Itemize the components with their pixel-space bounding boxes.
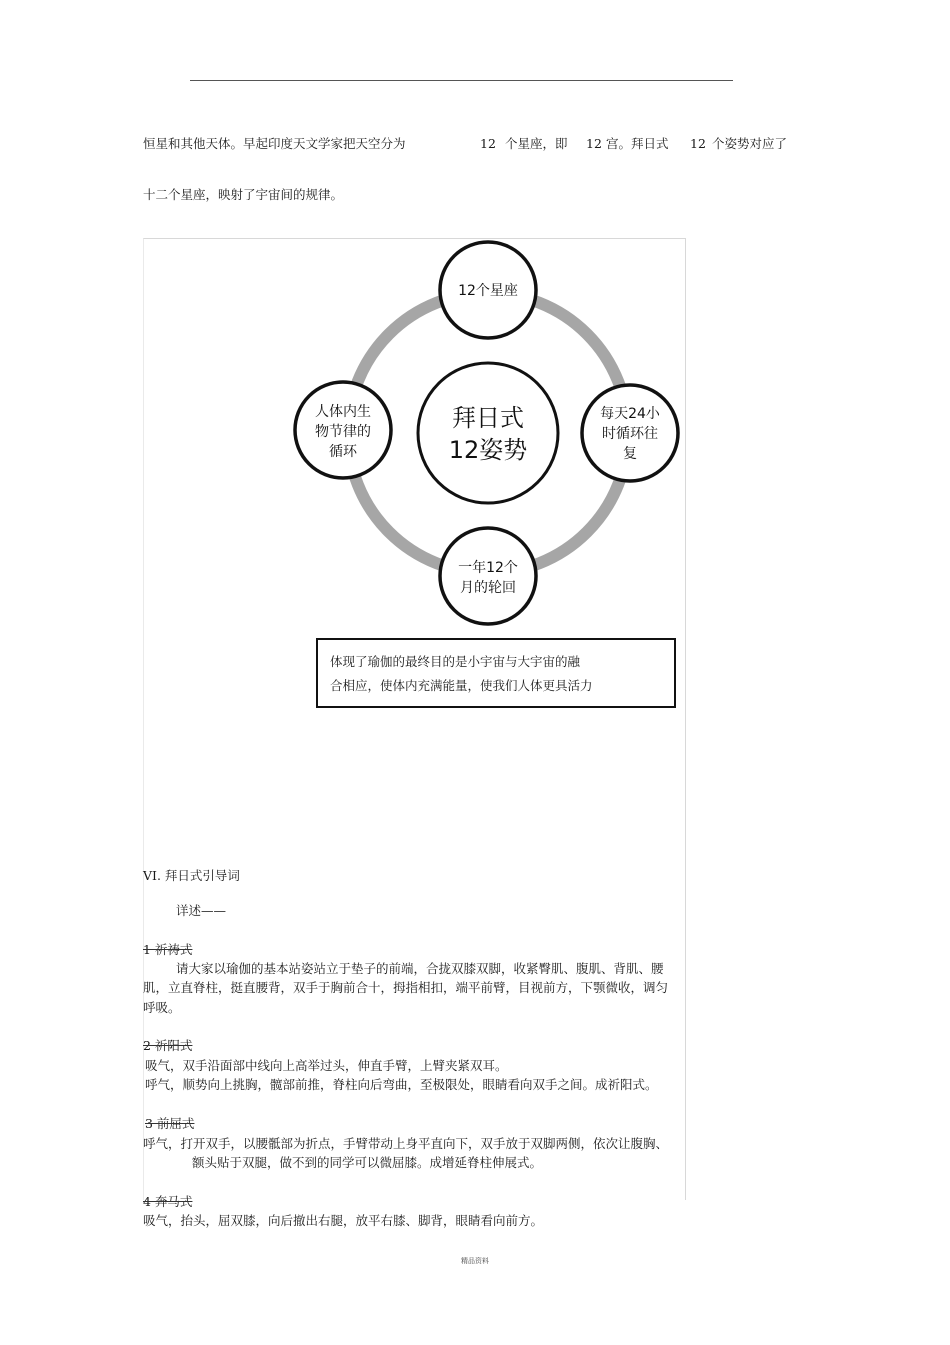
pose-title-1: 1 祈祷式 (143, 942, 193, 957)
pose-title-2: 2 祈阳式 (143, 1038, 193, 1053)
diagram-callout-box (316, 638, 676, 708)
page-footer: 精品资料 (461, 1257, 489, 1265)
header-rule (190, 80, 733, 81)
right-node (582, 385, 678, 481)
intro-line-1-num1: 12 (480, 136, 496, 151)
section-subheading: 详述—— (176, 903, 227, 918)
pose-title-4: 4 奔马式 (143, 1194, 193, 1209)
left-node (295, 382, 391, 478)
pose-3-line-2: 额头贴于双腿，做不到的同学可以微屈膝。成增延脊柱伸展式。 (192, 1155, 543, 1170)
right-node-line-3: 复 (623, 446, 637, 462)
section-heading: VI. 拜日式引导词 (143, 868, 240, 883)
top-node (440, 242, 536, 338)
center-node-line-1: 拜日式 (452, 404, 524, 432)
callout-line-1: 体现了瑜伽的最终目的是小宇宙与大宇宙的融 (330, 654, 581, 669)
intro-line-1b: 个星座，即 (505, 136, 568, 151)
intro-line-1c: 宫。拜日式 (606, 136, 669, 151)
bottom-node-line-1: 一年12个 (458, 560, 518, 576)
left-node-line-1: 人体内生 (315, 404, 371, 420)
center-node (418, 363, 558, 503)
intro-line-1-num3: 12 (690, 136, 706, 151)
pose-1-line-1: 请大家以瑜伽的基本站姿站立于垫子的前端，合拢双膝双脚，收紧臀肌、腹肌、背肌、腰 (176, 961, 664, 976)
left-node-line-2: 物节律的 (315, 424, 371, 440)
pose-3-line-1: 呼气，打开双手，以腰骶部为折点，手臂带动上身平直向下，双手放于双脚两侧，依次让腹胸、 (143, 1136, 669, 1151)
callout-line-2: 合相应，使体内充满能量，使我们人体更具活力 (330, 678, 593, 693)
center-node-line-2: 12姿势 (448, 436, 528, 464)
pose-2-line-1: 吸气，双手沿面部中线向上高举过头，伸直手臂，上臂夹紧双耳。 (145, 1058, 508, 1073)
pose-2-line-2: 呼气，顺势向上挑胸，髋部前推，脊柱向后弯曲，至极限处，眼睛看向双手之间。成祈阳式。 (145, 1077, 658, 1092)
intro-line-1a: 恒星和其他天体。早起印度天文学家把天空分为 (143, 136, 406, 151)
bottom-node-line-2: 月的轮回 (460, 580, 516, 596)
intro-line-1d: 个姿势对应了 (712, 136, 788, 151)
cycle-diagram (285, 238, 685, 633)
left-node-line-3: 循环 (329, 444, 357, 460)
top-node-label: 12个星座 (458, 283, 518, 299)
intro-line-2: 十二个星座，映射了宇宙间的规律。 (143, 187, 344, 202)
pose-1-line-2: 肌，立直脊柱，挺直腰背，双手于胸前合十，拇指相扣，端平前臂，目视前方，下颚微收，调匀 (143, 980, 669, 995)
bottom-node (440, 528, 536, 624)
pose-1-line-3: 呼吸。 (143, 1000, 181, 1015)
pose-title-3: 3 前屈式 (145, 1116, 195, 1131)
intro-line-1-num2: 12 (586, 136, 602, 151)
right-node-line-1: 每天24小 (600, 406, 660, 422)
pose-4-line-1: 吸气，抬头，屈双膝，向后撤出右腿，放平右膝、脚背，眼睛看向前方。 (143, 1213, 544, 1228)
right-node-line-2: 时循环往 (602, 426, 658, 442)
